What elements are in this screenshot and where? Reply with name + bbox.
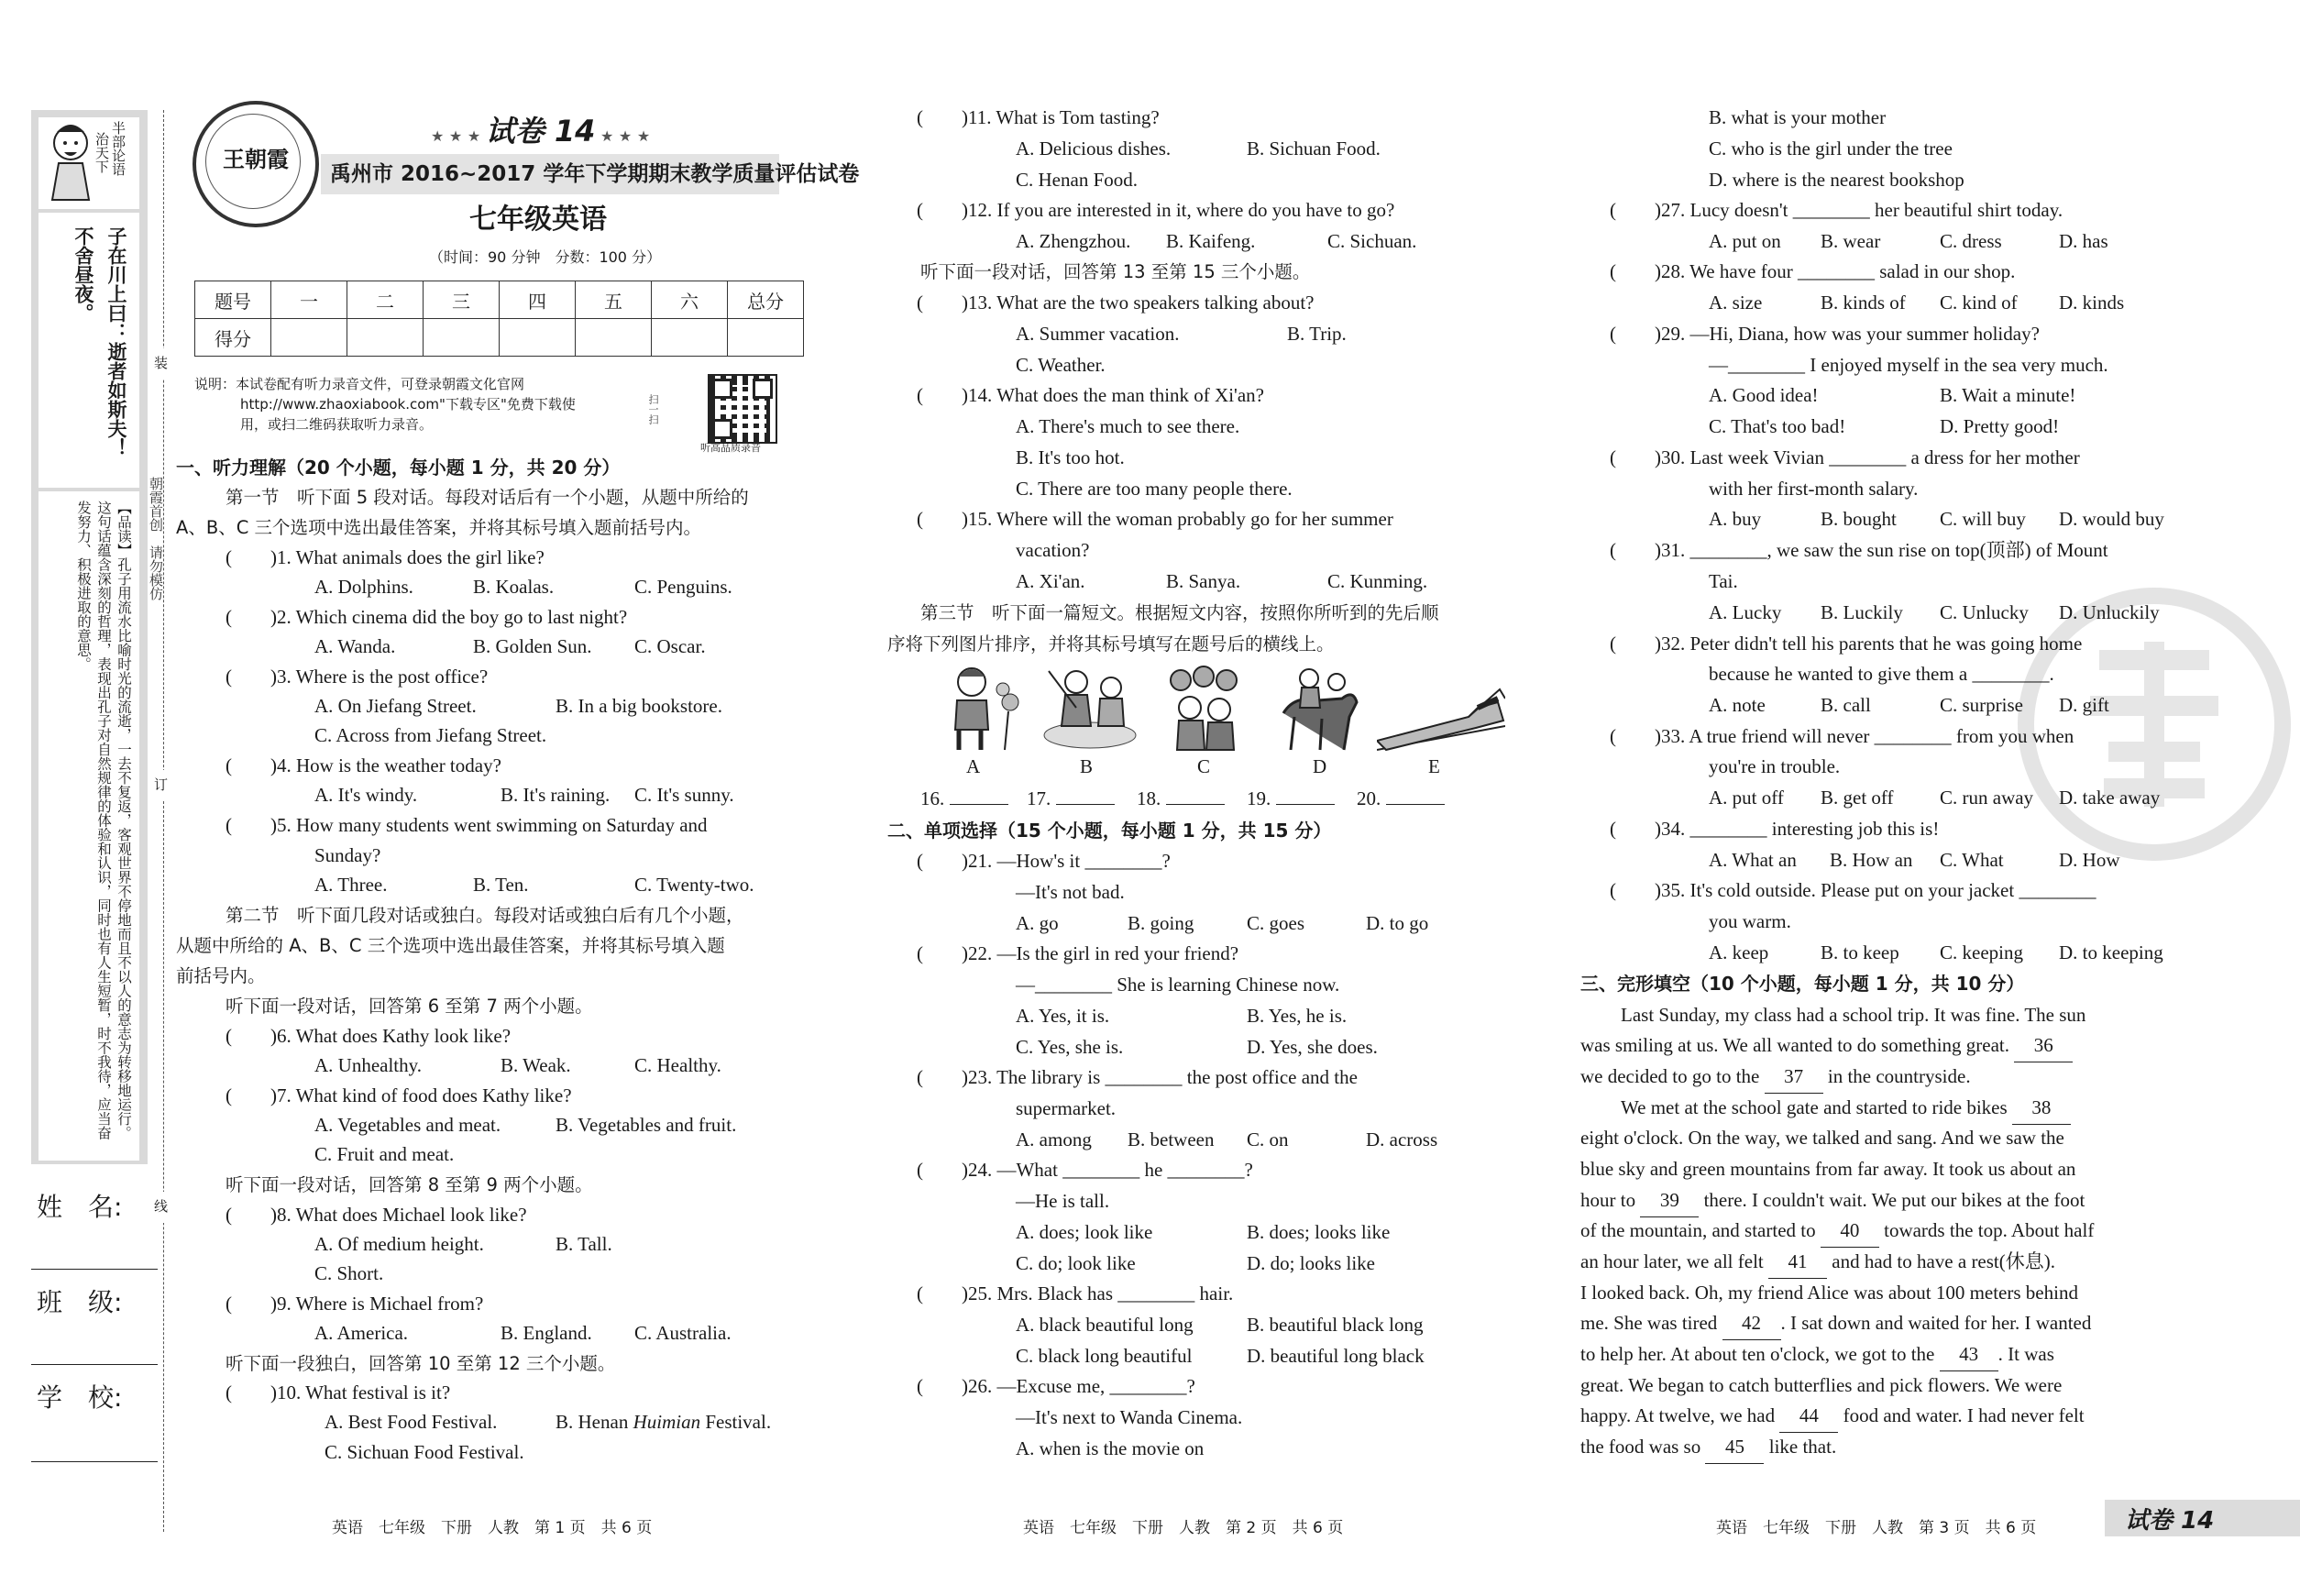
question-21: ( )21. —How's it ________? [917, 850, 1171, 872]
q24-option-a[interactable]: A. does; look like [1016, 1221, 1153, 1243]
hint-10-12: 听下面一段独白，回答第 10 至第 12 三个小题。 [226, 1353, 616, 1374]
q26-option-c[interactable]: C. who is the girl under the tree [1709, 138, 1953, 160]
quote-box [39, 213, 139, 488]
q8-option-b[interactable]: B. Tall. [556, 1233, 612, 1255]
q35-option-d[interactable]: D. to keeping [2059, 941, 2163, 963]
cloze-blank-37[interactable]: 37 [1765, 1062, 1823, 1094]
q27-option-a[interactable]: A. put on [1709, 230, 1781, 252]
q26-option-b[interactable]: B. what is your mother [1709, 106, 1887, 128]
question-30-cont: with her first-month salary. [1709, 478, 1919, 500]
score-header-cell: 题号 [195, 281, 271, 319]
q3-option-a[interactable]: A. On Jiefang Street. [314, 695, 477, 717]
question-25: ( )25. Mrs. Black has ________ hair. [917, 1282, 1234, 1304]
q5-option-c[interactable]: C. Twenty-two. [634, 874, 754, 896]
note-line-2: http://www.zhaoxiabook.com"下载专区"免费下载使 [240, 396, 576, 413]
question-15-cont: vacation? [1016, 539, 1090, 561]
class-field[interactable] [31, 1364, 158, 1365]
footer-page-1: 英语 七年级 下册 人教 第 1 页 共 6 页 [332, 1519, 653, 1537]
q24-option-c[interactable]: C. do; look like [1016, 1252, 1136, 1274]
score-cell[interactable] [652, 319, 728, 357]
question-24-reply: —He is tall. [1016, 1190, 1110, 1212]
passage-line-3 [1580, 1062, 1971, 1094]
question-11: ( )11. What is Tom tasting? [917, 106, 1160, 128]
q8-option-c[interactable]: C. Short. [314, 1262, 384, 1284]
sec1-instr-a: 第一节 听下面 5 段对话。每段对话后有一个小题，从题中所给的 [226, 487, 749, 508]
q25-option-b[interactable]: B. beautiful black long [1247, 1314, 1424, 1336]
question-7: ( )7. What kind of food does Kathy like? [226, 1084, 572, 1106]
question-5-cont: Sunday? [314, 844, 381, 866]
score-header-cell: 五 [576, 281, 652, 319]
q10-option-c[interactable]: C. Sichuan Food Festival. [325, 1441, 524, 1463]
quote-line-2: 不舍昼夜。 [72, 226, 94, 323]
score-table [194, 281, 804, 357]
pindu-text: 【品读】孔子用流水比喻时光的流逝，一去不复返，客观世界不停地而且不以人的意志为转移地运行。这句话蕴含深刻的哲理，表现出孔子对自然规律的体验和认识，同时也有人生短暂，时不我待，应当奋发努力、积极进取的意思。 [75, 501, 132, 1140]
question-30: ( )30. Last week Vivian ________ a dress for her mother [1610, 446, 2080, 468]
question-4: ( )4. How is the weather today? [226, 754, 501, 776]
q13-option-b[interactable]: B. Trip. [1287, 323, 1347, 345]
q23-option-d[interactable]: D. across [1366, 1128, 1438, 1150]
q30-option-c[interactable]: C. will buy [1940, 508, 2026, 530]
q12-option-a[interactable]: A. Zhengzhou. [1016, 230, 1131, 252]
sec2-instr-b: 从题中所给的 A、B、C 三个选项中选出最佳答案，并将其标号填入题 [176, 935, 725, 956]
part3-title: 三、完形填空（10 个小题，每小题 1 分，共 10 分） [1580, 973, 2025, 995]
question-32-cont: because he wanted to give them a ________. [1709, 663, 2054, 685]
q32-option-c[interactable]: C. surprise [1940, 694, 2023, 716]
q9-option-c[interactable]: C. Australia. [634, 1322, 732, 1344]
score-header-cell: 总分 [728, 281, 804, 319]
side-note: 朝霞首创 请勿模仿 [148, 477, 164, 600]
q10b-pre: B. Henan [556, 1411, 633, 1433]
cloze-blank-42[interactable]: 42 [1722, 1308, 1781, 1340]
q10b-italic: Huimian [633, 1411, 701, 1433]
blank-18-label: 18. [1137, 787, 1161, 809]
q35-option-b[interactable]: B. to keep [1821, 941, 1899, 963]
score-cell[interactable] [424, 319, 500, 357]
q25-option-c[interactable]: C. black long beautiful [1016, 1345, 1193, 1367]
picture-d-horse-riding-icon [1267, 662, 1368, 754]
q23-option-b[interactable]: B. between [1128, 1128, 1215, 1150]
q6-option-a[interactable]: A. Unhealthy. [314, 1054, 423, 1076]
picture-label-e: E [1428, 755, 1440, 777]
q31-option-b[interactable]: B. Luckily [1821, 601, 1903, 623]
class-label: 班 级: [37, 1287, 123, 1317]
sec2-instr-c: 前括号内。 [176, 965, 266, 986]
picture-label-b: B [1080, 755, 1094, 777]
q32-option-d[interactable]: D. gift [2059, 694, 2109, 716]
q14-option-a[interactable]: A. There's much to see there. [1016, 415, 1240, 437]
passage-line-14 [1580, 1401, 2085, 1433]
passage-line-13: great. We began to catch butterflies and pick flowers. We were [1580, 1374, 2063, 1396]
passage-text: me. She was tired [1580, 1312, 1718, 1334]
blank-16-label: 16. [920, 787, 945, 809]
passage-line-1: Last Sunday, my class had a school trip. It was fine. The sun [1621, 1004, 2086, 1026]
question-26: ( )26. —Excuse me, ________? [917, 1375, 1195, 1397]
publisher-logo [193, 101, 319, 227]
q4-option-c[interactable]: C. It's sunny. [634, 784, 734, 806]
question-34: ( )34. ________ interesting job this is! [1610, 818, 1940, 840]
q10-option-b[interactable] [556, 1407, 771, 1438]
q8-option-a[interactable]: A. Of medium height. [314, 1233, 484, 1255]
passage-text: like that. [1768, 1436, 1837, 1458]
question-6: ( )6. What does Kathy look like? [226, 1025, 512, 1047]
picture-label-d: D [1313, 755, 1327, 777]
q34-option-d[interactable]: D. How [2059, 849, 2120, 871]
hint-6-7: 听下面一段对话，回答第 6 至第 7 两个小题。 [226, 996, 593, 1017]
q33-option-b[interactable]: B. get off [1821, 787, 1894, 809]
passage-line-5: eight o'clock. On the way, we talked and sang. And we saw the [1580, 1127, 2064, 1149]
q28-option-d[interactable]: D. kinds [2059, 292, 2125, 314]
question-31: ( )31. ________, we saw the sun rise on top(顶部) of Mount [1610, 539, 2108, 561]
pindu-box [39, 491, 139, 1161]
q33-option-d[interactable]: D. take away [2059, 787, 2161, 809]
passage-line-7 [1580, 1185, 2085, 1217]
q28-option-c[interactable]: C. kind of [1940, 292, 2018, 314]
passage-text: in the countryside. [1827, 1065, 1971, 1087]
score-cell[interactable] [500, 319, 576, 357]
q21-option-b[interactable]: B. going [1128, 912, 1194, 934]
score-cell[interactable] [347, 319, 424, 357]
qr-caption: 听高品质录音 [700, 442, 761, 454]
qr-code-icon[interactable] [708, 374, 777, 444]
q21-option-a[interactable]: A. go [1016, 912, 1059, 934]
q31-option-d[interactable]: D. Unluckily [2059, 601, 2160, 623]
binding-mark-2: 订 [154, 770, 168, 801]
q24-option-d[interactable]: D. do; looks like [1247, 1252, 1375, 1274]
q12-option-c[interactable]: C. Sichuan. [1327, 230, 1417, 252]
passage-line-9 [1580, 1247, 2055, 1279]
score-row-label: 得分 [195, 319, 271, 357]
exam-title: 禹州市 2016~2017 学年下学期期末教学质量评估试卷 [330, 162, 860, 186]
quote-line-1: 子在川上曰：逝者如斯夫！ [105, 226, 127, 457]
q22-option-a[interactable]: A. Yes, it is. [1016, 1005, 1110, 1027]
picture-label-c: C [1197, 755, 1211, 777]
passage-line-4 [1621, 1093, 2071, 1125]
question-32: ( )32. Peter didn't tell his parents that he was going home [1610, 633, 2083, 655]
passage-text: towards the top. About half [1884, 1219, 2095, 1241]
q11-option-c[interactable]: C. Henan Food. [1016, 169, 1138, 191]
passage-line-12 [1580, 1339, 2054, 1371]
q10b-post: Festival. [700, 1411, 772, 1433]
sidebar-top-label-2: 治天下 [94, 132, 110, 173]
picture-e-train-icon [1377, 662, 1505, 754]
score-header-cell: 六 [652, 281, 728, 319]
passage-line-8 [1580, 1216, 2094, 1248]
score-cell[interactable] [576, 319, 652, 357]
q3-option-c[interactable]: C. Across from Jiefang Street. [314, 724, 547, 746]
note-line-3: 用，或扫二维码获取听力录音。 [240, 416, 434, 433]
binding-mark-3: 线 [154, 1192, 168, 1223]
score-header-cell: 二 [347, 281, 424, 319]
part1-title: 一、听力理解（20 个小题，每小题 1 分，共 20 分） [176, 457, 621, 479]
question-14: ( )14. What does the man think of Xi'an? [917, 384, 1264, 406]
q21-option-d[interactable]: D. to go [1366, 912, 1429, 934]
sec2-instr-a: 第二节 听下面几段对话或独白。每段对话或独白后有几个小题， [226, 905, 744, 926]
score-header-cell: 一 [271, 281, 347, 319]
question-22: ( )22. —Is the girl in red your friend? [917, 942, 1239, 964]
passage-text: was smiling at us. We all wanted to do something great. [1580, 1034, 2010, 1056]
note-line-1: 说明：本试卷配有听力录音文件，可登录朝霞文化官网 [194, 376, 525, 392]
q28-option-a[interactable]: A. size [1709, 292, 1763, 314]
passage-text: we decided to go to the [1580, 1065, 1760, 1087]
cloze-blank-45[interactable]: 45 [1705, 1432, 1764, 1464]
passage-text: . I sat down and waited for her. I wanted [1780, 1312, 2092, 1334]
q15-option-a[interactable]: A. Xi'an. [1016, 570, 1085, 592]
passage-text: an hour later, we all felt [1580, 1250, 1764, 1272]
q23-option-c[interactable]: C. on [1247, 1128, 1289, 1150]
passage-text: the food was so [1580, 1436, 1701, 1458]
picture-label-a: A [966, 755, 981, 777]
q33-option-a[interactable]: A. put off [1709, 787, 1784, 809]
picture-c-musicians-icon [1153, 662, 1254, 754]
question-29: ( )29. —Hi, Diana, how was your summer holiday? [1610, 323, 2040, 345]
cloze-blank-40[interactable]: 40 [1821, 1216, 1879, 1248]
sec1-instr-b: A、B、C 三个选项中选出最佳答案，并将其标号填入题前括号内。 [176, 517, 702, 538]
q34-option-a[interactable]: A. What an [1709, 849, 1797, 871]
binding-mark-1: 装 [154, 348, 168, 380]
q26-option-d[interactable]: D. where is the nearest bookshop [1709, 169, 1964, 191]
paper-number-text: 试卷 14 [485, 114, 596, 149]
q35-option-c[interactable]: C. keeping [1940, 941, 2023, 963]
q15-option-c[interactable]: C. Kunming. [1327, 570, 1428, 592]
q34-option-c[interactable]: C. What [1940, 849, 2004, 871]
q15-option-b[interactable]: B. Sanya. [1166, 570, 1241, 592]
question-10: ( )10. What festival is it? [226, 1381, 451, 1403]
q31-option-c[interactable]: C. Unlucky [1940, 601, 2029, 623]
q1-option-b[interactable]: B. Koalas. [473, 576, 555, 598]
q27-option-b[interactable]: B. wear [1821, 230, 1881, 252]
blank-19-label: 19. [1247, 787, 1271, 809]
question-28: ( )28. We have four ________ salad in our shop. [1610, 260, 2016, 282]
q26-option-a[interactable]: A. when is the movie on [1016, 1437, 1205, 1459]
q1-option-a[interactable]: A. Dolphins. [314, 576, 413, 598]
passage-text: and had to have a rest(休息). [1832, 1250, 2055, 1272]
passage-line-2 [1580, 1030, 2073, 1062]
q30-option-d[interactable]: D. would buy [2059, 508, 2164, 530]
cloze-blank-36[interactable]: 36 [2014, 1030, 2073, 1062]
cloze-blank-38[interactable]: 38 [2012, 1093, 2071, 1125]
q6-option-b[interactable]: B. Weak. [501, 1054, 571, 1076]
passage-text: We met at the school gate and started to ride bikes [1621, 1096, 2008, 1118]
question-9: ( )9. Where is Michael from? [226, 1293, 484, 1315]
passage-text: food and water. I had never felt [1843, 1404, 2085, 1426]
score-table-header-row [195, 281, 804, 319]
passage-text: to help her. At about ten o'clock, we got to the [1580, 1343, 1935, 1365]
q22-option-c[interactable]: C. Yes, she is. [1016, 1036, 1124, 1058]
answer-blank-19[interactable] [1247, 784, 1335, 815]
score-cell[interactable] [271, 319, 347, 357]
question-35: ( )35. It's cold outside. Please put on your jacket ________ [1610, 879, 2096, 901]
question-15: ( )15. Where will the woman probably go for her summer [917, 508, 1393, 530]
q6-option-c[interactable]: C. Healthy. [634, 1054, 721, 1076]
q28-option-b[interactable]: B. kinds of [1821, 292, 1906, 314]
cartoon-box [39, 117, 139, 209]
question-22-reply: —________ She is learning Chinese now. [1016, 974, 1340, 996]
q2-option-b[interactable]: B. Golden Sun. [473, 635, 592, 657]
school-label: 学 校: [37, 1382, 123, 1413]
q32-option-a[interactable]: A. note [1709, 694, 1766, 716]
q7-option-c[interactable]: C. Fruit and meat. [314, 1143, 455, 1165]
q21-option-c[interactable]: C. goes [1247, 912, 1304, 934]
cloze-blank-44[interactable]: 44 [1779, 1401, 1838, 1433]
question-13: ( )13. What are the two speakers talking about? [917, 292, 1315, 314]
q11-option-b[interactable]: B. Sichuan Food. [1247, 138, 1381, 160]
cloze-blank-39[interactable]: 39 [1640, 1185, 1699, 1217]
q29-option-b[interactable]: B. Wait a minute! [1940, 384, 2076, 406]
q27-option-d[interactable]: D. has [2059, 230, 2108, 252]
question-2: ( )2. Which cinema did the boy go to last night? [226, 606, 628, 628]
question-21-reply: —It's not bad. [1016, 881, 1125, 903]
question-8: ( )8. What does Michael look like? [226, 1204, 527, 1226]
school-field[interactable] [31, 1461, 158, 1462]
q30-option-b[interactable]: B. bought [1821, 508, 1897, 530]
part2-title: 二、单项选择（15 个小题，每小题 1 分，共 15 分） [887, 820, 1332, 842]
passage-line-6: blue sky and green mountains from far away. It took us about an [1580, 1158, 2076, 1180]
binding-sidebar [31, 110, 148, 1164]
q9-option-a[interactable]: A. America. [314, 1322, 409, 1344]
q31-option-a[interactable]: A. Lucky [1709, 601, 1782, 623]
score-cell[interactable] [728, 319, 804, 357]
q34-option-b[interactable]: B. How an [1830, 849, 1913, 871]
logo-text: 王朝霞 [223, 147, 289, 172]
question-12: ( )12. If you are interested in it, where do you have to go? [917, 199, 1395, 221]
passage-line-10: I looked back. Oh, my friend Alice was about 100 meters behind [1580, 1282, 2078, 1304]
passage-text: hour to [1580, 1189, 1636, 1211]
q13-option-c[interactable]: C. Weather. [1016, 354, 1106, 376]
answer-blank-16[interactable] [920, 784, 1008, 815]
q24-option-b[interactable]: B. does; looks like [1247, 1221, 1391, 1243]
passage-text: of the mountain, and started to [1580, 1219, 1816, 1241]
q4-option-a[interactable]: A. It's windy. [314, 784, 418, 806]
q4-option-b[interactable]: B. It's raining. [501, 784, 611, 806]
answer-blank-20[interactable] [1357, 784, 1445, 815]
q2-option-c[interactable]: C. Oscar. [634, 635, 706, 657]
question-29-reply: —________ I enjoyed myself in the sea very much. [1709, 354, 2108, 376]
answer-blank-18[interactable] [1137, 784, 1225, 815]
blank-17-label: 17. [1027, 787, 1051, 809]
q7-option-a[interactable]: A. Vegetables and meat. [314, 1114, 501, 1136]
passage-line-11 [1580, 1308, 2091, 1340]
question-33-cont: you're in trouble. [1709, 755, 1841, 777]
q1-option-c[interactable]: C. Penguins. [634, 576, 732, 598]
question-26-reply: —It's next to Wanda Cinema. [1016, 1406, 1243, 1428]
sec3-instr-b: 序将下列图片排序，并将其标号填写在题号后的横线上。 [887, 633, 1335, 655]
question-3: ( )3. Where is the post office? [226, 666, 489, 688]
footer-page-2: 英语 七年级 下册 人教 第 2 页 共 6 页 [1023, 1519, 1344, 1537]
q9-option-b[interactable]: B. England. [501, 1322, 592, 1344]
sec3-instr-a: 第三节 听下面一篇短文。根据短文内容，按照你所听到的先后顺 [920, 602, 1439, 623]
question-24: ( )24. —What ________ he ________? [917, 1159, 1253, 1181]
q22-option-b[interactable]: B. Yes, he is. [1247, 1005, 1348, 1027]
question-33: ( )33. A true friend will never ________ from you when [1610, 725, 2074, 747]
q33-option-c[interactable]: C. run away [1940, 787, 2034, 809]
q3-option-b[interactable]: B. In a big bookstore. [556, 695, 722, 717]
q29-option-d[interactable]: D. Pretty good! [1940, 415, 2060, 437]
q14-option-c[interactable]: C. There are too many people there. [1016, 478, 1293, 500]
cloze-blank-41[interactable]: 41 [1768, 1247, 1827, 1279]
blank-20-label: 20. [1357, 787, 1381, 809]
question-31-cont: Tai. [1709, 570, 1738, 592]
question-23: ( )23. The library is ________ the post office and the [917, 1066, 1358, 1088]
q32-option-b[interactable]: B. call [1821, 694, 1871, 716]
q11-option-a[interactable]: A. Delicious dishes. [1016, 138, 1172, 160]
q12-option-b[interactable]: B. Kaifeng. [1166, 230, 1256, 252]
q27-option-c[interactable]: C. dress [1940, 230, 2002, 252]
passage-text: . It was [1997, 1343, 2054, 1365]
q2-option-a[interactable]: A. Wanda. [314, 635, 396, 657]
question-27: ( )27. Lucy doesn't ________ her beautiful shirt today. [1610, 199, 2063, 221]
sidebar-top-label-1: 半部论语 [110, 121, 127, 176]
score-header-cell: 四 [500, 281, 576, 319]
q35-option-a[interactable]: A. keep [1709, 941, 1769, 963]
q10-option-a[interactable]: A. Best Food Festival. [325, 1411, 498, 1433]
q30-option-a[interactable]: A. buy [1709, 508, 1762, 530]
q5-option-a[interactable]: A. Three. [314, 874, 388, 896]
score-table-score-row [195, 319, 804, 357]
q29-option-c[interactable]: C. That's too bad! [1709, 415, 1846, 437]
picture-a-boy-with-flowers-icon [928, 662, 1029, 754]
q22-option-d[interactable]: D. Yes, she does. [1247, 1036, 1378, 1058]
cloze-blank-43[interactable]: 43 [1940, 1339, 1998, 1371]
q25-option-d[interactable]: D. beautiful long black [1247, 1345, 1425, 1367]
q23-option-a[interactable]: A. among [1016, 1128, 1092, 1150]
name-label: 姓 名: [37, 1192, 123, 1222]
q14-option-b[interactable]: B. It's too hot. [1016, 446, 1125, 468]
q29-option-a[interactable]: A. Good idea! [1709, 384, 1819, 406]
hint-13-15: 听下面一段对话，回答第 13 至第 15 三个小题。 [920, 261, 1311, 282]
question-5: ( )5. How many students went swimming on Saturday and [226, 814, 708, 836]
footer-paper-tag: 试卷 14 [2125, 1507, 2215, 1535]
subject-title: 七年级英语 [469, 204, 607, 236]
answer-blank-17[interactable] [1027, 784, 1115, 815]
name-field[interactable] [31, 1269, 158, 1270]
q25-option-a[interactable]: A. black beautiful long [1016, 1314, 1194, 1336]
question-1: ( )1. What animals does the girl like? [226, 546, 545, 568]
q7-option-b[interactable]: B. Vegetables and fruit. [556, 1114, 737, 1136]
hint-8-9: 听下面一段对话，回答第 8 至第 9 两个小题。 [226, 1174, 593, 1195]
exam-meta: （时间：90 分钟 分数：100 分） [429, 248, 662, 266]
passage-line-15 [1580, 1432, 1836, 1464]
binding-line [163, 110, 164, 1532]
q5-option-b[interactable]: B. Ten. [473, 874, 529, 896]
passage-text: happy. At twelve, we had [1580, 1404, 1776, 1426]
passage-text: there. I couldn't wait. We put our bikes at the foot [1703, 1189, 2085, 1211]
footer-page-3: 英语 七年级 下册 人教 第 3 页 共 6 页 [1716, 1519, 2037, 1537]
scan-caption: 扫一扫 [647, 394, 659, 424]
score-header-cell: 三 [424, 281, 500, 319]
q13-option-a[interactable]: A. Summer vacation. [1016, 323, 1180, 345]
question-35-cont: you warm. [1709, 910, 1791, 932]
picture-b-fishing-icon [1040, 662, 1140, 754]
paper-number: ★ ★ ★ 试卷 14 ★ ★ ★ [431, 114, 651, 149]
question-23-cont: supermarket. [1016, 1097, 1117, 1119]
